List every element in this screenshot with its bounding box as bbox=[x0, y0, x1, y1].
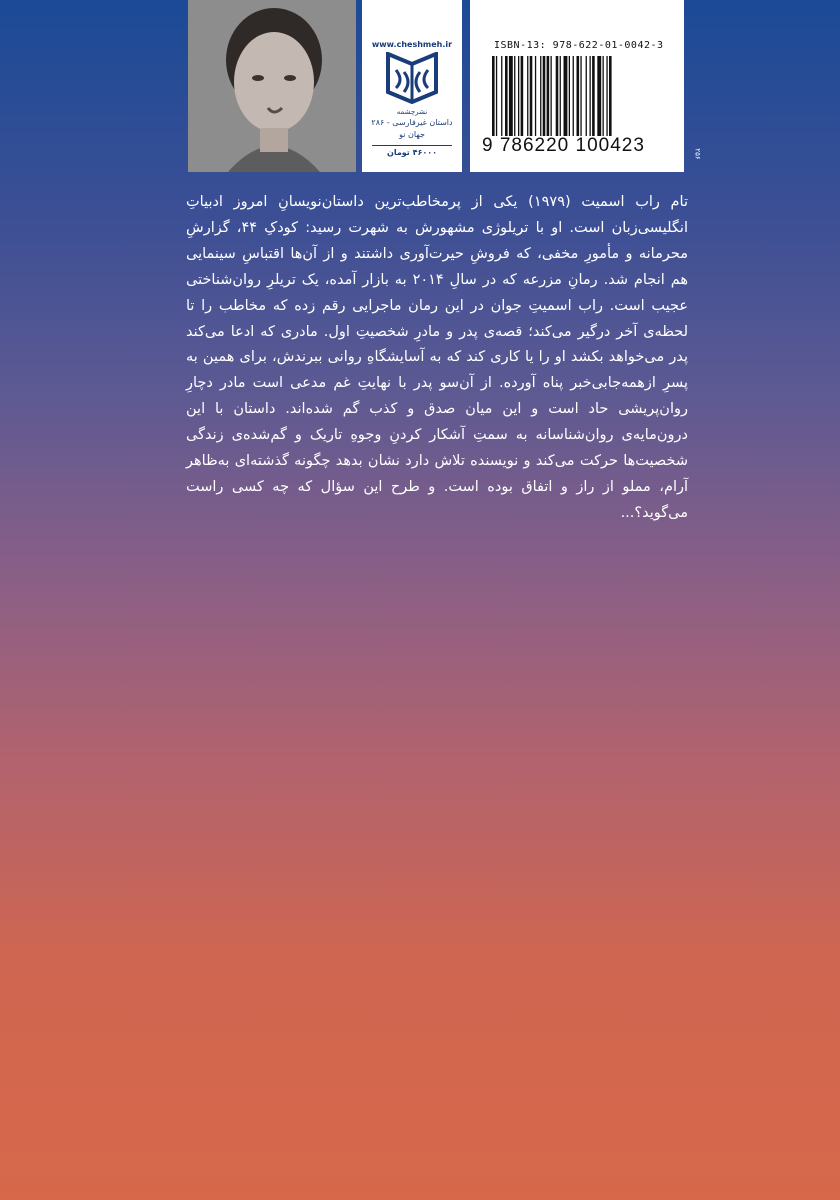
isbn-digits: 9 786220 100423 bbox=[482, 135, 645, 156]
publisher-label: نشرچشمه bbox=[396, 108, 428, 116]
subseries-name: جهان نو bbox=[399, 130, 425, 139]
blurb-text: تام راب اسمیت (۱۹۷۹) یکی از پرمخاطب‌ترین داستان‌نویسانِ امروز ادبیاتِ انگلیسی‌زبان است. او با تریلوژی مشهورش به شهرت رسید: کودکِ ۴۴، گزارشِ محرمانه و مأمورِ مخفی، که فروشِ حیرت‌آوری داشتند و از آن‌ها اقتباسِ سینمایی هم انجام شد. رمانِ مزرعه که در سالِ ۲۰۱۴ به بازار آمده، یک تریلرِ روان‌شناختی عجیب است. راب اسمیتِ جوان در این رمان ماجرایی رقم زده که مخاطب را تا لحظه‌ی آخر درگیر می‌کند؛ قصه‌ی پدر و مادرِ شخصیتِ اول. مادری که ادعا می‌کند پدر می‌خواهد بکشد او را یا کاری کند که به آسایشگاهِ روانی ببرندش، برای همین به پسرِ ازهمه‌جابی‌خبر پناه آورده. از آن‌سو پدر با نهایتِ غم مدعی است مادر دچارِ روان‌پریشی حاد است و این میان صدق و کذب گم شده‌اند. داستان با این درون‌مایه‌ی روان‌شناسانه به سمتِ آشکار کردنِ وجوهِ تاریک و گم‌شده‌ی زندگی شخصیت‌ها حرکت می‌کند و نویسنده تلاش دارد نشان بدهد چگونه گذشته‌ای به‌ظاهر آرام، مملو از راز و اتفاق بوده است. و طرح این سؤال که چه کسی راست می‌گوید؟... bbox=[186, 194, 688, 521]
side-mark: ۲۵۶ bbox=[693, 148, 702, 160]
author-portrait-icon bbox=[188, 0, 356, 172]
author-photo bbox=[188, 0, 356, 172]
barcode-panel bbox=[470, 0, 684, 172]
publisher-panel bbox=[362, 0, 462, 172]
back-cover-blurb bbox=[186, 190, 688, 527]
barcode-icon bbox=[492, 56, 668, 136]
publisher-website[interactable]: www.cheshmeh.ir bbox=[371, 40, 453, 49]
isbn-label: ISBN-13: 978-622-01-0042-3 bbox=[494, 40, 664, 51]
series-name: داستان غیرفارسی - ۲۸۶ bbox=[371, 118, 453, 127]
cheshmeh-book-logo-icon bbox=[384, 52, 440, 104]
price: ۴۶۰۰۰ تومان bbox=[372, 145, 452, 157]
